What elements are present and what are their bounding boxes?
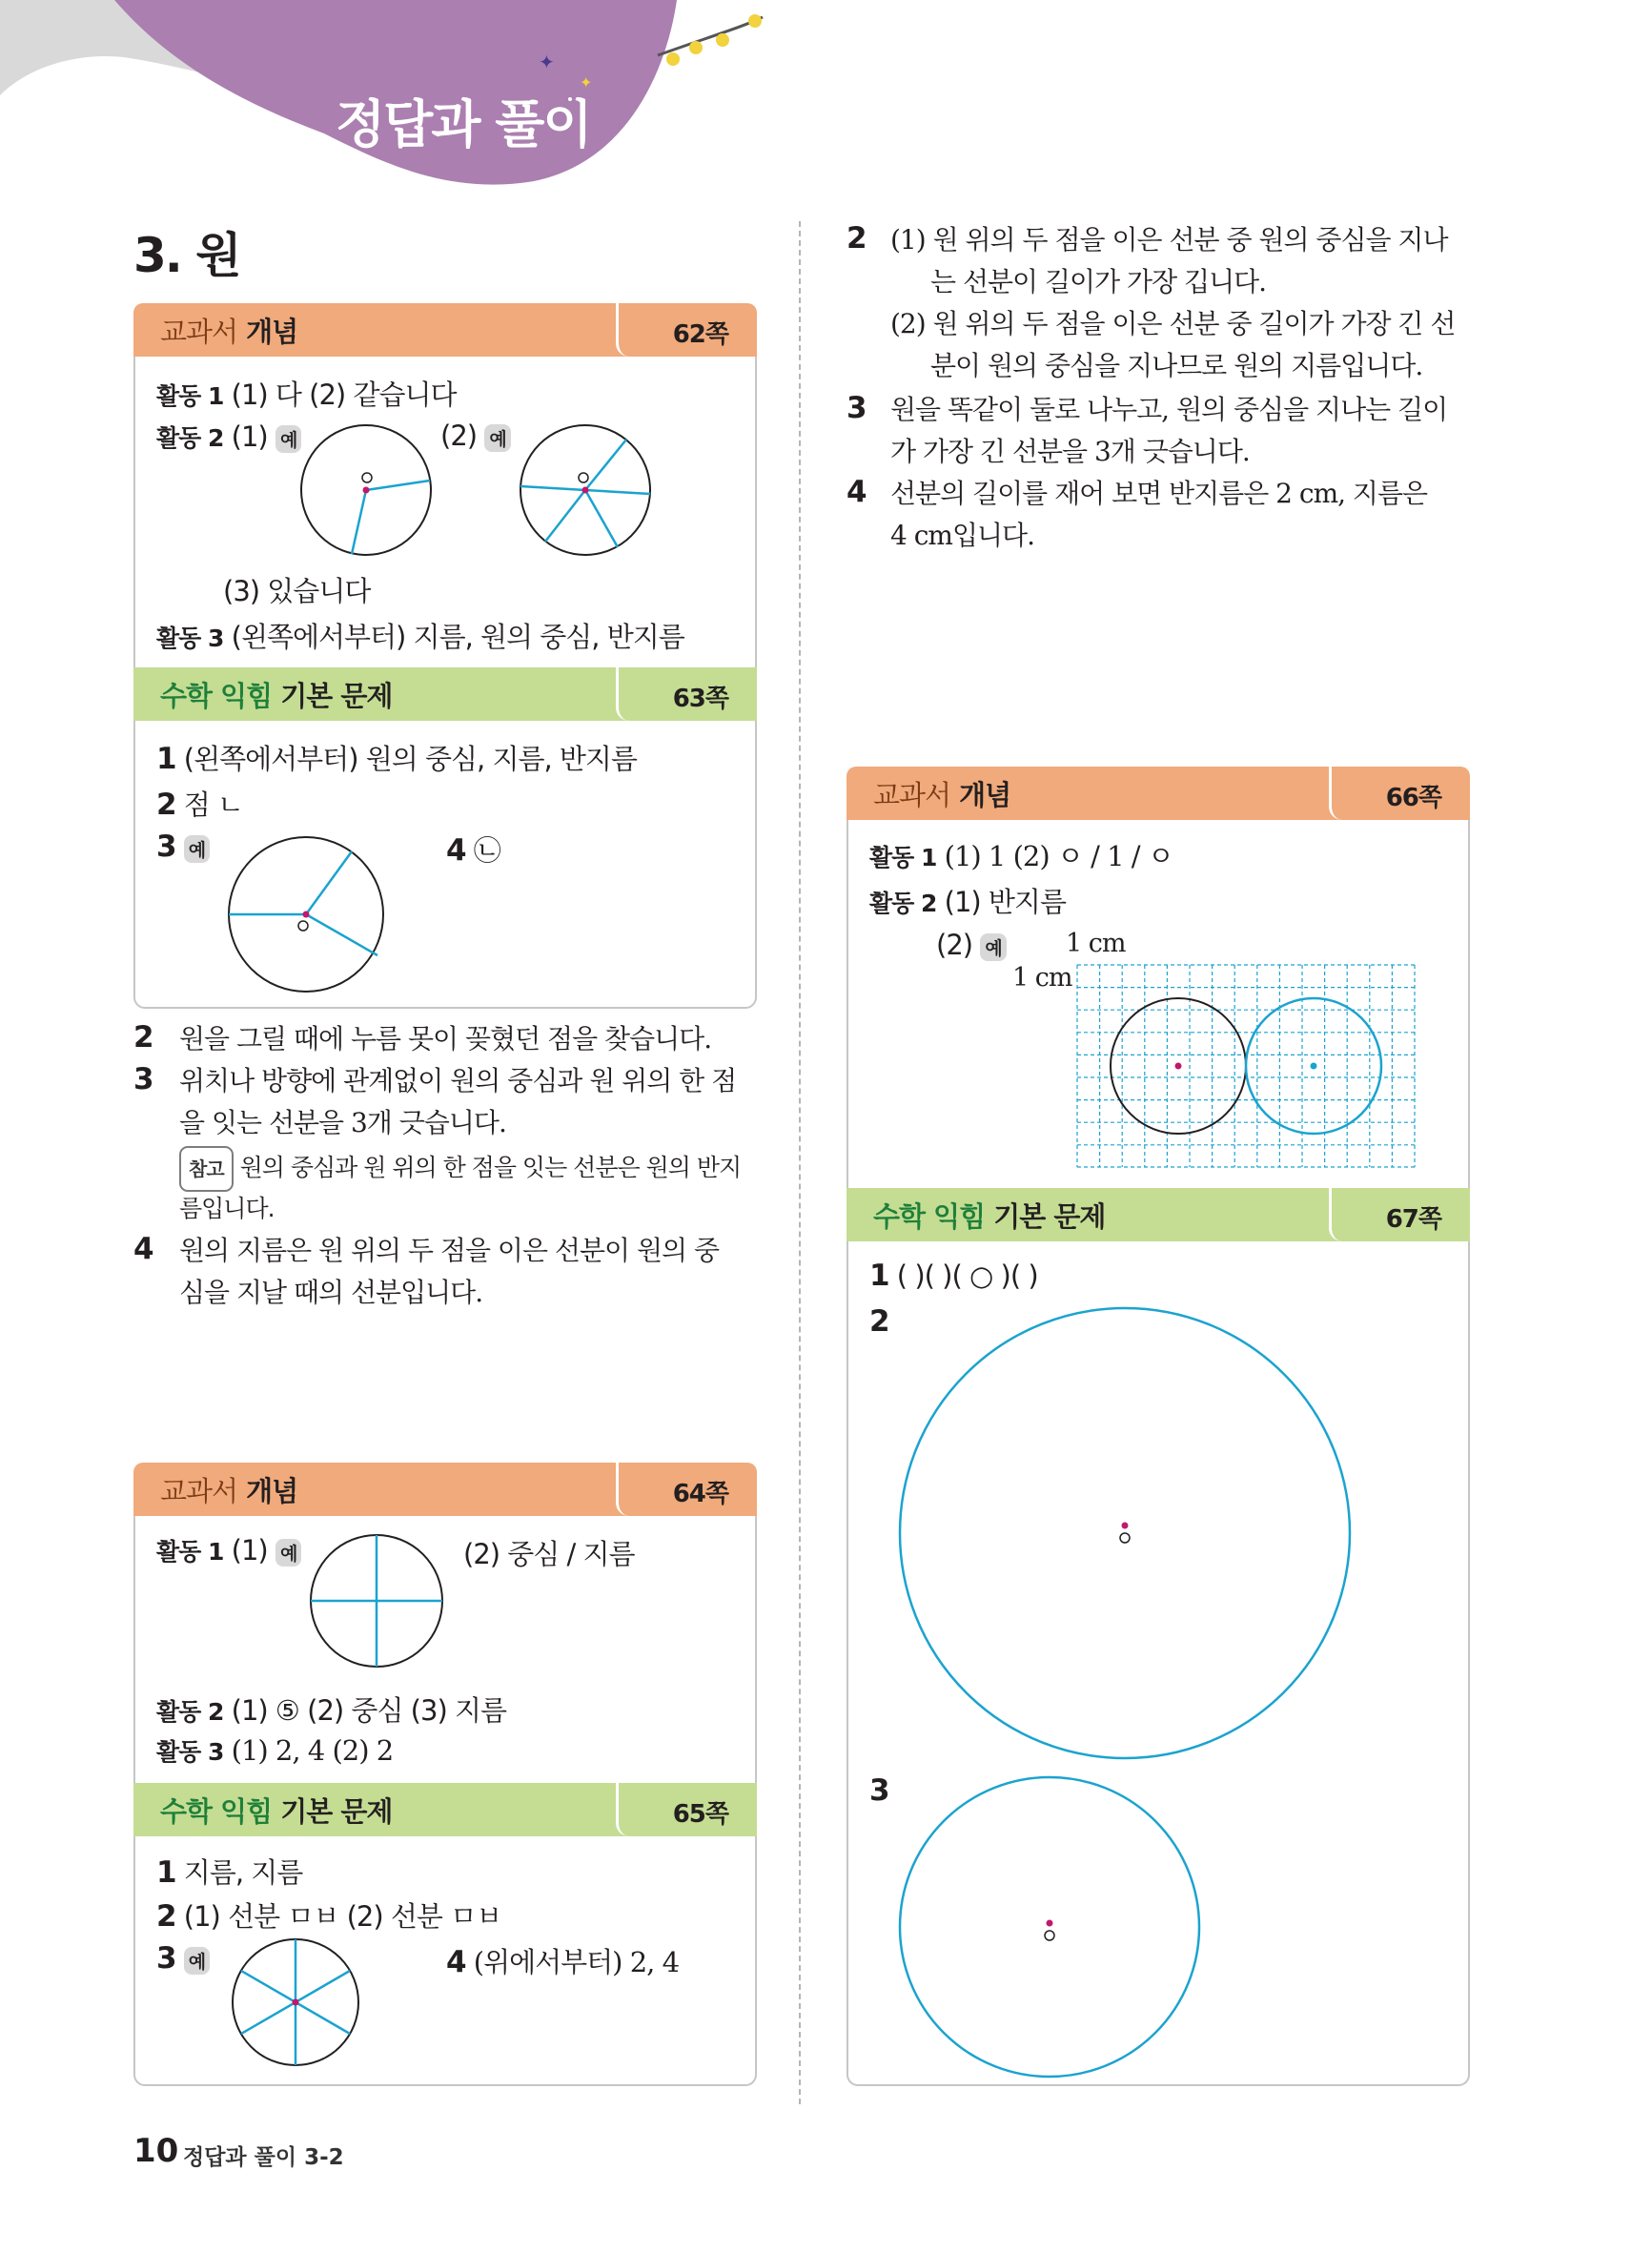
q4-line bbox=[446, 1941, 679, 1980]
explain-text: 분이 원의 중심을 지나므로 원의 지름입니다. bbox=[930, 350, 1423, 381]
tip-line bbox=[179, 1146, 741, 1192]
concept-bar-62 bbox=[133, 303, 757, 357]
explain-text: (2) 원 위의 두 점을 이은 선분 중 길이가 가장 긴 선 bbox=[890, 308, 1456, 339]
activity-1-line bbox=[869, 835, 1173, 874]
example-badge: 예 bbox=[484, 424, 510, 452]
question-number: 1 bbox=[156, 742, 176, 776]
page-ref-63: 63쪽 bbox=[672, 685, 728, 713]
q2-line bbox=[156, 784, 243, 823]
circle-three-diameters-figure bbox=[231, 1937, 360, 2067]
activity-2-part2 bbox=[936, 929, 1007, 961]
part-label: (1) bbox=[231, 420, 268, 453]
activity-label: 활동 1 bbox=[156, 1538, 224, 1566]
page-ref-62: 62쪽 bbox=[672, 320, 728, 349]
chapter-title: 3. 원 bbox=[133, 228, 240, 283]
circle-radius-figure-2 bbox=[519, 423, 652, 557]
q3-line bbox=[156, 830, 210, 864]
bar-label-basic: 기본 문제 bbox=[280, 680, 393, 712]
question-number: 4 bbox=[446, 833, 466, 868]
activity-answer: (1) ⑤ (2) 중심 (3) 지름 bbox=[231, 1694, 507, 1727]
page-ref-65: 65쪽 bbox=[672, 1800, 728, 1829]
q1-line bbox=[156, 738, 637, 777]
question-number: 4 bbox=[446, 1945, 466, 1979]
explain-text: 원을 그릴 때에 누름 못이 꽂혔던 점을 찾습니다. bbox=[179, 1023, 712, 1055]
q2-line bbox=[156, 1895, 501, 1935]
svg-text:✦: ✦ bbox=[580, 73, 593, 92]
circle-three-radii-figure bbox=[227, 835, 385, 993]
circle-radius-figure-1 bbox=[299, 423, 433, 557]
q1-line bbox=[156, 1852, 302, 1891]
explain-text: 위치나 방향에 관계없이 원의 중심과 원 위의 한 점 bbox=[179, 1065, 737, 1096]
large-circle-figure bbox=[898, 1306, 1352, 1760]
activity-3-line bbox=[156, 616, 684, 655]
answer-text: ( )( )( ○ )( ) bbox=[896, 1260, 1038, 1292]
practice-bar-67 bbox=[846, 1188, 1470, 1241]
activity-label: 활동 2 bbox=[869, 890, 937, 917]
q3-line bbox=[156, 1941, 210, 1976]
explain-text: (1) 원 위의 두 점을 이은 선분 중 원의 중심을 지나 bbox=[890, 224, 1448, 256]
q4-line bbox=[446, 830, 500, 869]
activity-label: 활동 2 bbox=[156, 1698, 224, 1726]
q2-line bbox=[869, 1304, 889, 1339]
activity-2-line bbox=[156, 1690, 506, 1729]
bar-label-practice: 수학 익힘 bbox=[873, 1200, 986, 1233]
part-label: (2) bbox=[440, 420, 478, 452]
question-number: 2 bbox=[156, 1899, 176, 1934]
explain-number: 2 bbox=[846, 221, 867, 256]
explain-text: 원의 지름은 원 위의 두 점을 이은 선분이 원의 중 bbox=[179, 1235, 720, 1266]
activity-answer: (1) 다 (2) 같습니다 bbox=[231, 379, 457, 411]
example-badge: 예 bbox=[980, 933, 1006, 961]
q1-line bbox=[869, 1259, 1038, 1293]
activity-answer: (1) 반지름 bbox=[944, 886, 1066, 918]
answer-text: ㉡ bbox=[473, 834, 500, 867]
activity-answer: (1) 2, 4 (2) 2 bbox=[231, 1734, 394, 1767]
explain-text: 4 cm입니다. bbox=[890, 520, 1034, 551]
activity-2-line bbox=[869, 881, 1066, 920]
activity-2-part2 bbox=[440, 420, 511, 452]
question-number: 3 bbox=[869, 1773, 889, 1808]
example-badge: 예 bbox=[184, 1947, 210, 1975]
activity-2-line bbox=[156, 420, 301, 454]
concept-box-66-67 bbox=[846, 767, 1470, 2086]
bar-label-concept: 개념 bbox=[246, 316, 298, 348]
circle-two-diameters-figure bbox=[309, 1533, 444, 1669]
bar-label-textbook: 교과서 bbox=[160, 1475, 238, 1507]
example-badge: 예 bbox=[275, 425, 301, 453]
activity-label: 활동 2 bbox=[156, 424, 224, 452]
bar-label-basic: 기본 문제 bbox=[280, 1795, 393, 1828]
tip-badge: 참고 bbox=[179, 1146, 234, 1192]
grid-two-circles-figure bbox=[1077, 965, 1415, 1167]
explain-number: 2 bbox=[133, 1020, 154, 1055]
concept-box-62-63 bbox=[133, 303, 757, 1009]
activity-label: 활동 3 bbox=[156, 625, 224, 652]
example-badge: 예 bbox=[275, 1539, 301, 1567]
page-ref-66: 66쪽 bbox=[1385, 784, 1441, 812]
activity-1-part2: (2) 중심 / 지름 bbox=[463, 1538, 635, 1570]
answer-text: (위에서부터) 2, 4 bbox=[473, 1946, 680, 1978]
question-number: 2 bbox=[869, 1304, 889, 1339]
footer-text: 정답과 풀이 3-2 bbox=[183, 2145, 344, 2170]
concept-box-64-65 bbox=[133, 1463, 757, 2086]
bar-label-textbook: 교과서 bbox=[160, 316, 238, 348]
svg-text:✦: ✦ bbox=[539, 51, 555, 73]
explain-number: 3 bbox=[846, 391, 867, 425]
question-number: 2 bbox=[156, 788, 176, 822]
activity-3-line bbox=[156, 1733, 393, 1768]
activity-label: 활동 3 bbox=[156, 1738, 224, 1766]
question-number: 1 bbox=[156, 1855, 176, 1890]
explain-text: 을 잇는 선분을 3개 긋습니다. bbox=[179, 1107, 506, 1138]
explain-text: 는 선분이 길이가 가장 깁니다. bbox=[930, 266, 1267, 297]
bar-label-practice: 수학 익힘 bbox=[160, 680, 273, 712]
column-divider bbox=[799, 221, 801, 2104]
activity-1-line bbox=[156, 1533, 301, 1567]
explain-number: 4 bbox=[133, 1232, 154, 1266]
activity-answer: (1) 1 (2) ㅇ / 1 / ㅇ bbox=[944, 840, 1173, 872]
page-ref-64: 64쪽 bbox=[672, 1480, 728, 1508]
concept-bar-66 bbox=[846, 767, 1470, 820]
answer-text: (1) 선분 ㅁㅂ (2) 선분 ㅁㅂ bbox=[183, 1900, 502, 1933]
answer-text: 점 ㄴ bbox=[183, 789, 244, 821]
question-number: 3 bbox=[156, 1941, 176, 1976]
bar-label-concept: 개념 bbox=[959, 779, 1011, 811]
page-number: 10 bbox=[133, 2132, 179, 2170]
question-number: 1 bbox=[869, 1259, 889, 1293]
explain-number: 3 bbox=[133, 1062, 154, 1096]
unit-label-vertical: 1 cm bbox=[1012, 963, 1072, 993]
answer-text: (왼쪽에서부터) 원의 중심, 지름, 반지름 bbox=[183, 743, 637, 775]
explain-text: 선분의 길이를 재어 보면 반지름은 2 cm, 지름은 bbox=[890, 478, 1428, 509]
medium-circle-figure bbox=[898, 1775, 1201, 2079]
part-label: (2) bbox=[936, 929, 973, 961]
activity-answer: (왼쪽에서부터) 지름, 원의 중심, 반지름 bbox=[231, 621, 684, 653]
answer-text: 지름, 지름 bbox=[183, 1856, 303, 1889]
explain-text: 심을 지날 때의 선분입니다. bbox=[179, 1277, 483, 1308]
page-ref-67: 67쪽 bbox=[1385, 1205, 1441, 1234]
header-title: 정답과 풀이 bbox=[336, 94, 591, 154]
part-label: (1) bbox=[231, 1534, 268, 1567]
explain-text: 원을 똑같이 둘로 나누고, 원의 중심을 지나는 길이 bbox=[890, 394, 1448, 425]
question-number: 3 bbox=[156, 830, 176, 864]
tip-text: 원의 중심과 원 위의 한 점을 잇는 선분은 원의 반지 bbox=[239, 1154, 742, 1181]
explain-text: 가 가장 긴 선분을 3개 긋습니다. bbox=[890, 436, 1250, 467]
activity-2-part3: (3) 있습니다 bbox=[223, 575, 371, 607]
bar-label-basic: 기본 문제 bbox=[993, 1200, 1106, 1233]
unit-label-horizontal: 1 cm bbox=[1066, 929, 1126, 958]
explain-number: 4 bbox=[846, 475, 867, 509]
activity-label: 활동 1 bbox=[869, 844, 937, 871]
q3-line bbox=[869, 1773, 889, 1808]
practice-bar-65 bbox=[133, 1783, 757, 1836]
bar-label-concept: 개념 bbox=[246, 1475, 298, 1507]
concept-bar-64 bbox=[133, 1463, 757, 1516]
bar-label-practice: 수학 익힘 bbox=[160, 1795, 273, 1828]
practice-bar-63 bbox=[133, 667, 757, 721]
activity-1-line bbox=[156, 374, 457, 413]
bar-label-textbook: 교과서 bbox=[873, 779, 951, 811]
example-badge: 예 bbox=[184, 835, 210, 863]
activity-label: 활동 1 bbox=[156, 382, 224, 410]
tip-text-cont: 름입니다. bbox=[179, 1195, 275, 1222]
